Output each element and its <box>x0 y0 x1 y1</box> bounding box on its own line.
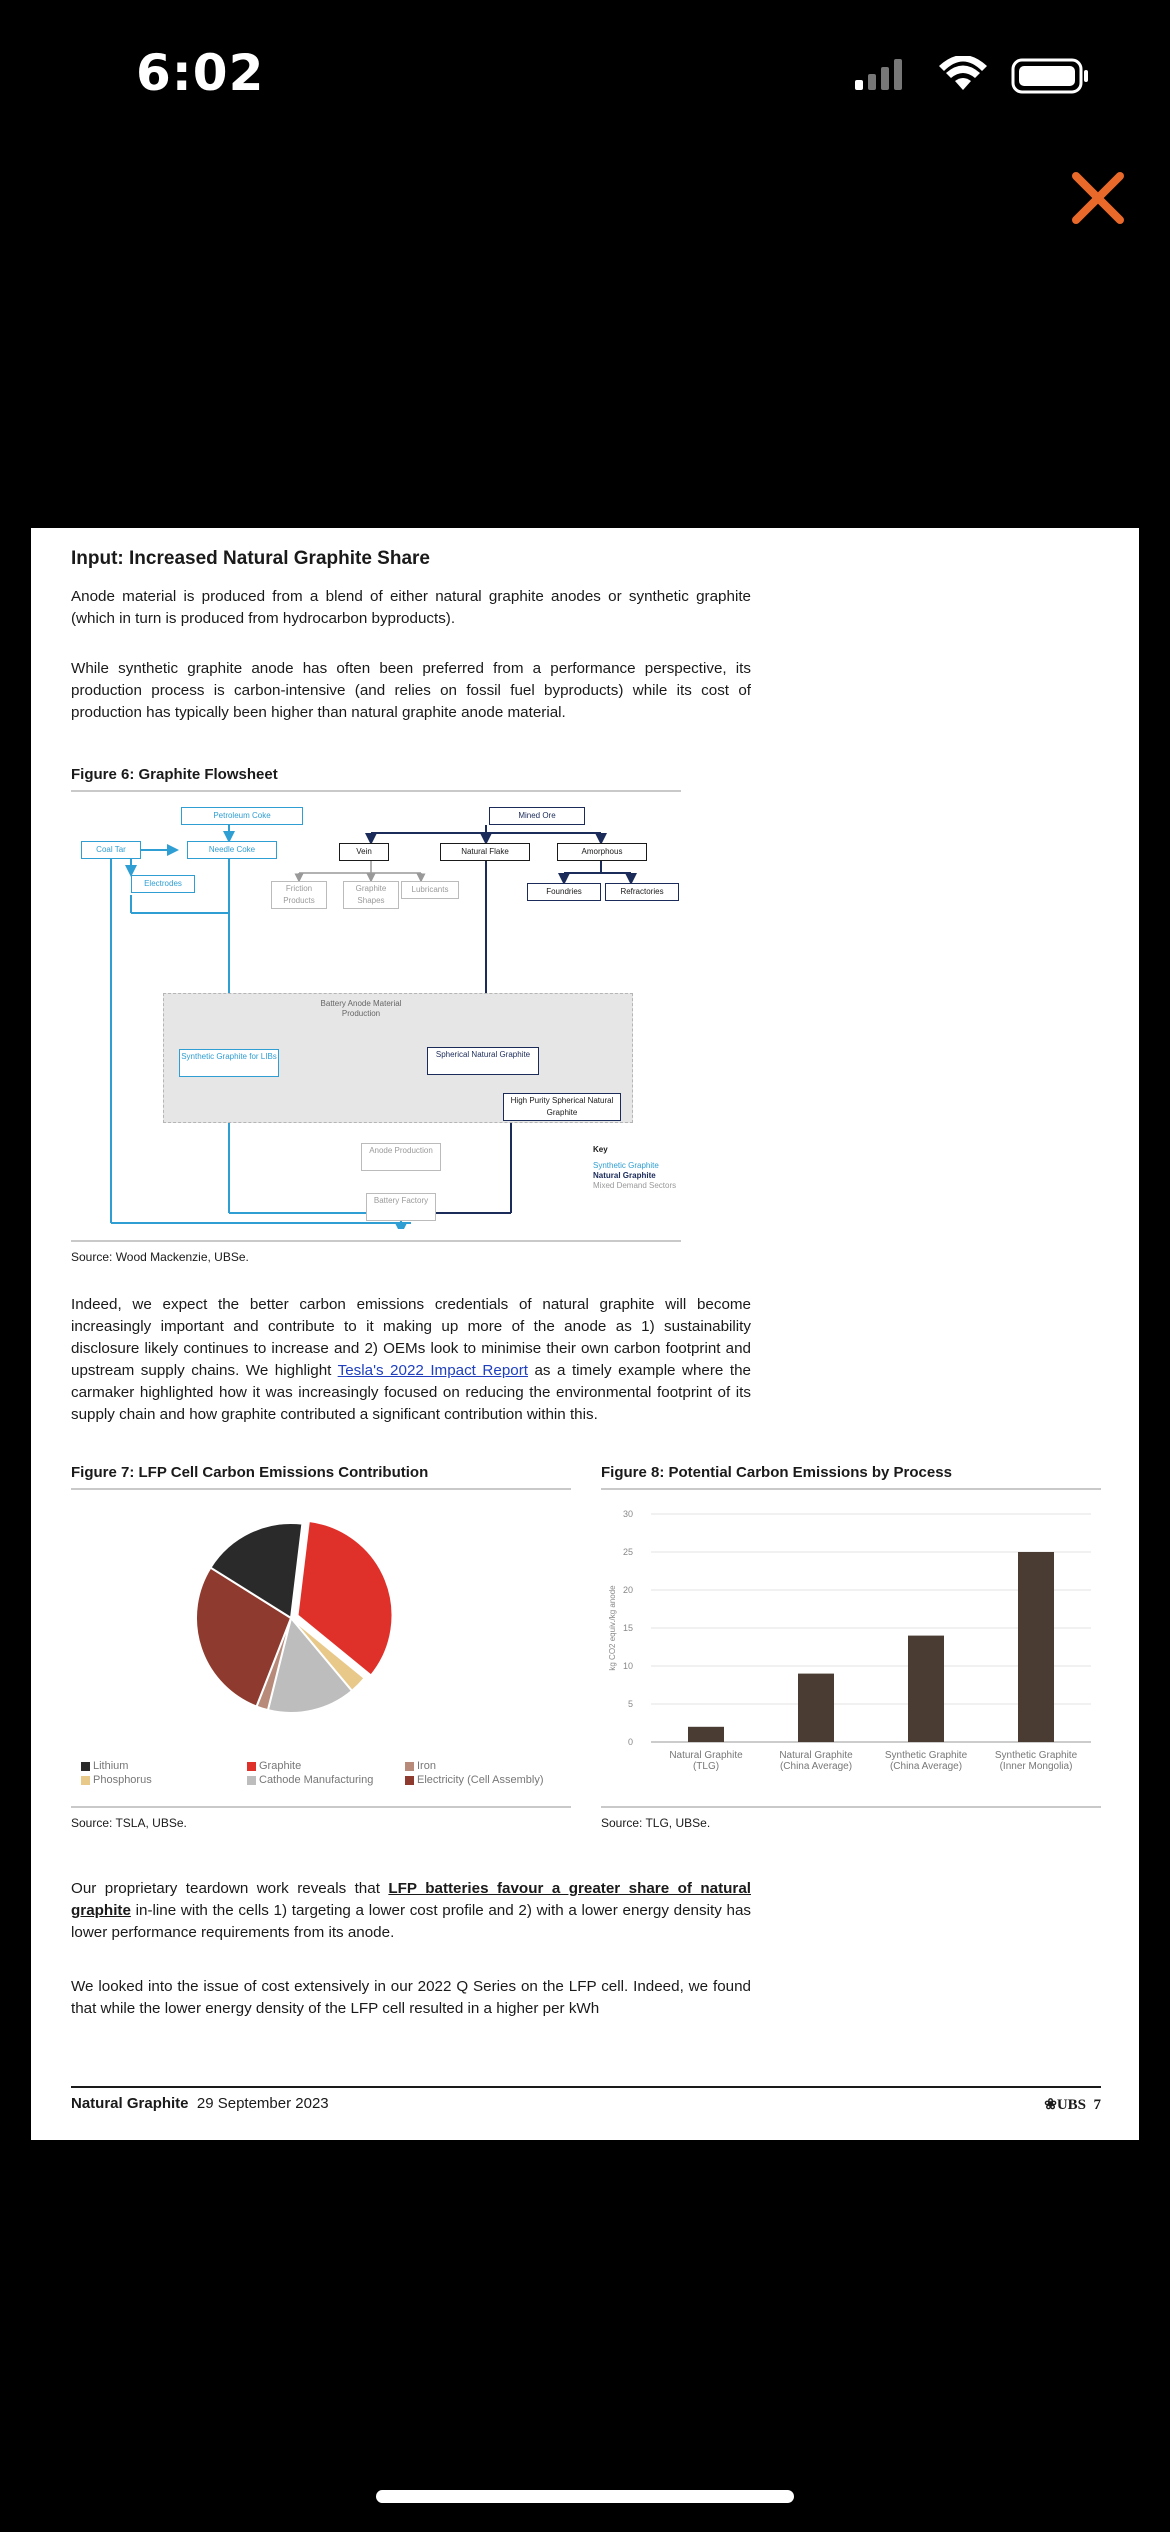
figure-6-bottom-rule <box>71 1240 681 1242</box>
footer-right <box>1044 2095 1101 2114</box>
paragraph-2: While synthetic graphite anode has often been preferred from a performance perspective, its production process is carbon-intensive (and relies on fossil fuel byproducts) while its cost of production has typically been higher than natural graphite anode material. <box>71 660 751 721</box>
legend-label: Graphite <box>259 1760 302 1772</box>
legend-label: Phosphorus <box>93 1774 152 1786</box>
x-tick-label: (China Average) <box>889 1761 963 1772</box>
y-tick-label: 30 <box>622 1509 633 1519</box>
figure-7-bottom-rule <box>71 1806 571 1808</box>
tesla-impact-report-link[interactable]: Tesla's 2022 Impact Report <box>337 1362 528 1379</box>
key-natural: Natural Graphite <box>593 1171 656 1180</box>
home-indicator[interactable] <box>376 2490 794 2503</box>
legend-swatch <box>81 1776 90 1785</box>
legend-label: Iron <box>417 1760 436 1772</box>
x-tick-label: Natural Graphite <box>669 1750 743 1761</box>
wifi-icon <box>939 56 987 90</box>
footer-left <box>71 2095 329 2112</box>
x-tick-label: (China Average) <box>779 1761 853 1772</box>
status-time: 6:02 <box>136 44 265 102</box>
x-tick-label: Natural Graphite <box>779 1750 853 1761</box>
node-battery-factory: Battery Factory <box>366 1193 436 1221</box>
legend-item-electricity-cell-assembly- <box>405 1774 544 1786</box>
paragraph-4 <box>71 1878 751 1944</box>
y-tick-label: 15 <box>622 1623 633 1633</box>
x-tick-label: (Inner Mongolia) <box>999 1761 1073 1772</box>
paragraph-5: We looked into the issue of cost extensively in our 2022 Q Series on the LFP cell. Indeed, we found that while the lower energy density of the LFP cell resulted in a higher per kWh <box>71 1978 751 2017</box>
legend-label: Electricity (Cell Assembly) <box>417 1774 544 1786</box>
figure-8-top-rule <box>601 1488 1101 1490</box>
figure-6-title: Figure 6: Graphite Flowsheet <box>71 766 278 783</box>
node-natural-flake: Natural Flake <box>440 843 530 861</box>
document-page[interactable] <box>31 528 1139 2140</box>
node-foundries: Foundries <box>527 883 601 901</box>
node-coal-tar: Coal Tar <box>81 841 141 859</box>
footer-brand: UBS <box>1056 2097 1086 2113</box>
x-tick-label: Synthetic Graphite <box>994 1750 1078 1761</box>
node-lubricants: Lubricants <box>401 881 459 899</box>
footer-title: Natural Graphite <box>71 2095 189 2112</box>
node-electrodes: Electrodes <box>131 875 195 893</box>
node-graphite-shapes: Graphite Shapes <box>343 881 399 909</box>
carbon-emissions-bar-chart <box>601 1500 1101 1800</box>
status-icons <box>855 56 1095 96</box>
figure-7-source: Source: TSLA, UBSe. <box>71 1816 187 1830</box>
figure-6-top-rule <box>71 790 681 792</box>
legend-swatch <box>81 1762 90 1771</box>
key-mixed: Mixed Demand Sectors <box>593 1181 677 1190</box>
y-tick-label: 10 <box>622 1661 633 1671</box>
legend-label: Cathode Manufacturing <box>259 1774 374 1786</box>
paragraph-4-text-a: Our proprietary teardown work reveals that <box>71 1880 389 1897</box>
y-tick-label: 20 <box>622 1585 633 1595</box>
graphite-flowsheet <box>71 793 711 1229</box>
paragraph-3-text-a: Indeed, we expect the better carbon emissions credentials of natural graphite will become increasingly important and contribute to it making up more of the anode as 1) sustainability disclosure likely continues to increase and 2) OEMs look to minimise their own carbon footprint and upstream supply chains. We highlight <box>71 1296 751 1379</box>
legend-item-phosphorus <box>81 1774 152 1786</box>
node-amorphous: Amorphous <box>557 843 647 861</box>
signal-icon <box>855 59 902 90</box>
y-axis-label: kg CO2 equiv./kg anode <box>608 1585 617 1671</box>
x-tick-label: (TLG) <box>692 1761 720 1772</box>
node-spherical-natural-graphite: Spherical Natural Graphite <box>427 1047 539 1075</box>
footer-page-number: 7 <box>1093 2097 1101 2113</box>
node-friction-products: Friction Products <box>271 881 327 909</box>
legend-swatch <box>405 1762 414 1771</box>
figure-7-top-rule <box>71 1488 571 1490</box>
bar-1 <box>688 1727 724 1742</box>
lfp-emissions-pie-chart <box>181 1508 401 1728</box>
legend-swatch <box>405 1776 414 1785</box>
figure-6-source: Source: Wood Mackenzie, UBSe. <box>71 1250 249 1264</box>
figure-7-title: Figure 7: LFP Cell Carbon Emissions Contribution <box>71 1464 429 1481</box>
node-mined-ore: Mined Ore <box>489 807 585 825</box>
legend-item-iron <box>405 1760 436 1772</box>
node-refractories: Refractories <box>605 883 679 901</box>
battery-icon <box>1013 60 1088 92</box>
ubs-keys-icon: ❀ <box>1044 2097 1057 2113</box>
figure-8-source: Source: TLG, UBSe. <box>601 1816 711 1830</box>
node-needle-coke: Needle Coke <box>187 841 277 859</box>
node-high-purity-spherical: High Purity Spherical Natural Graphite <box>503 1093 621 1121</box>
node-vein: Vein <box>339 843 389 861</box>
x-tick-label: Synthetic Graphite <box>884 1750 968 1761</box>
key-synthetic: Synthetic Graphite <box>593 1161 659 1170</box>
y-tick-label: 25 <box>622 1547 633 1557</box>
footer-date: 29 September 2023 <box>196 2095 329 2112</box>
section-heading: Input: Increased Natural Graphite Share <box>71 548 430 569</box>
battery-anode-label: Battery Anode Material Production <box>320 999 402 1018</box>
node-petroleum-coke: Petroleum Coke <box>181 807 303 825</box>
close-icon[interactable] <box>1068 168 1128 228</box>
paragraph-4-text-b: in-line with the cells 1) targeting a lower cost profile and 2) with a lower energy density has lower performance requirements from its anode. <box>71 1902 751 1941</box>
node-anode-production: Anode Production <box>361 1143 441 1171</box>
figure-8-bottom-rule <box>601 1806 1101 1808</box>
legend-item-cathode-manufacturing <box>247 1774 373 1786</box>
figure-8-title: Figure 8: Potential Carbon Emissions by Process <box>601 1464 952 1481</box>
paragraph-3-text-b: as a timely example where the carmaker highlighted how it was increasingly focused on reducing the environmental footprint of its supply chain and how graphite contributed a significant contribution within this. <box>71 1362 751 1423</box>
y-tick-label: 0 <box>627 1737 633 1747</box>
legend-swatch <box>247 1762 256 1771</box>
legend-item-graphite <box>247 1760 301 1772</box>
legend-swatch <box>247 1776 256 1785</box>
bar-4 <box>1018 1552 1054 1742</box>
footer-rule <box>71 2086 1101 2088</box>
bar-3 <box>908 1636 944 1742</box>
y-tick-label: 5 <box>627 1699 633 1709</box>
paragraph-4-emphasis: LFP batteries favour a greater share of natural graphite <box>71 1880 751 1919</box>
legend-label: Lithium <box>93 1760 129 1772</box>
node-synthetic-graphite-libs: Synthetic Graphite for LIBs <box>179 1049 279 1077</box>
key-title: Key <box>593 1145 608 1154</box>
paragraph-3 <box>71 1294 751 1426</box>
legend-item-lithium <box>81 1760 128 1772</box>
paragraph-1: Anode material is produced from a blend of either natural graphite anodes or synthetic graphite (which in turn is produced from hydrocarbon byproducts). <box>71 588 751 627</box>
bar-2 <box>798 1674 834 1742</box>
